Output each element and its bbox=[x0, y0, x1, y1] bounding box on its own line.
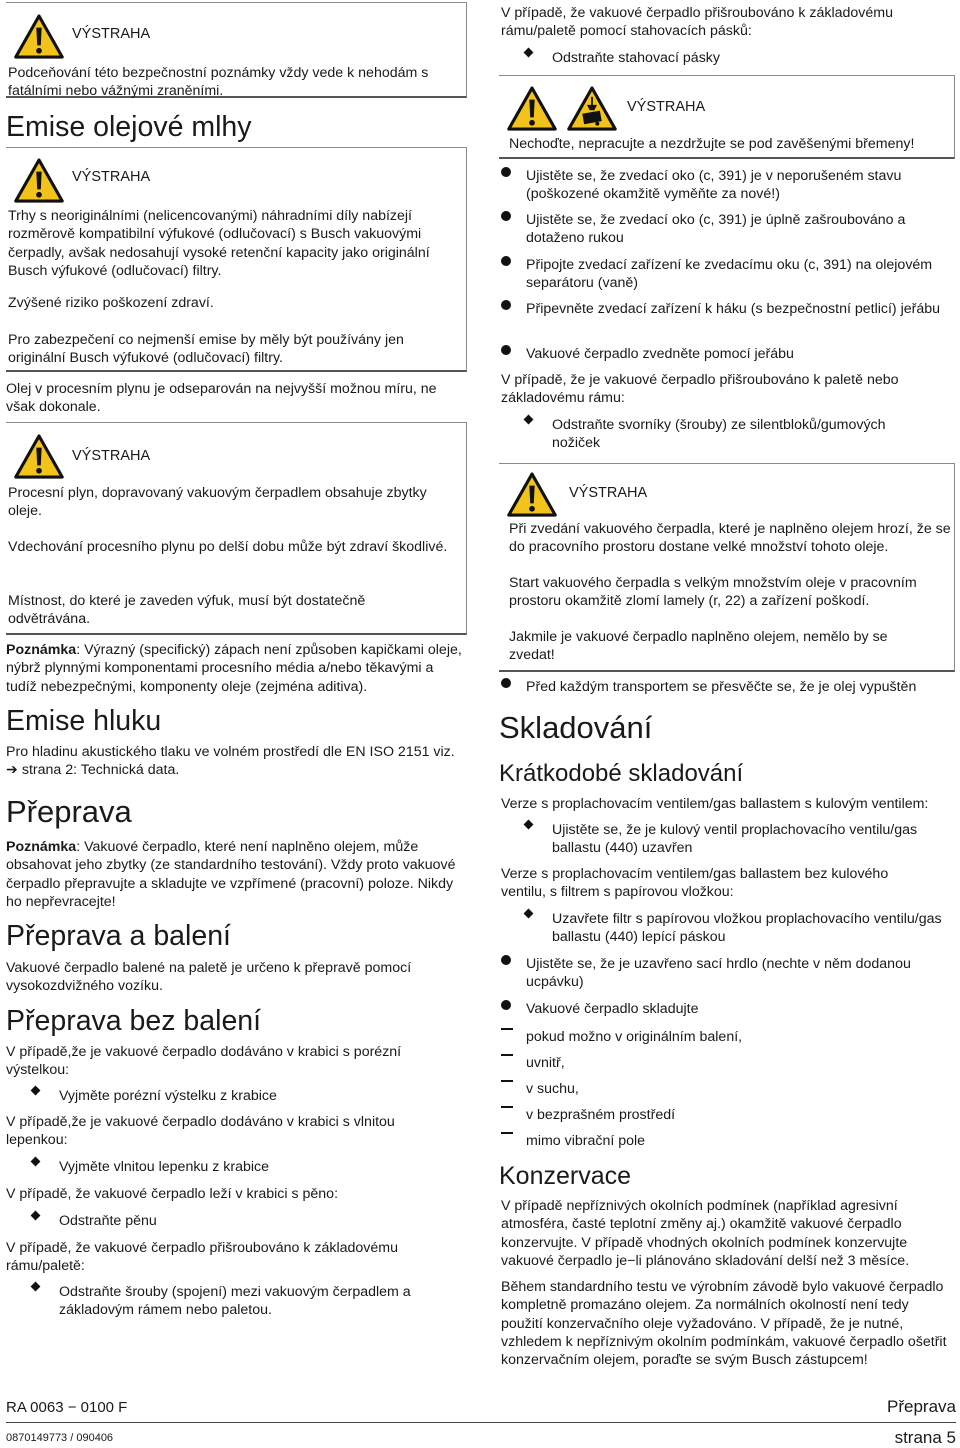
list-item: mimo vibrační pole bbox=[499, 1132, 949, 1150]
footer-page-number: strana 5 bbox=[894, 1428, 956, 1447]
paragraph: Verze s proplachovacím ventilem/gas ballastem s kulovým ventilem: bbox=[501, 796, 929, 812]
list-item: Odstraňte pěnu bbox=[34, 1212, 454, 1230]
paragraph: V případě, že vakuové čerpadlo přišroubováno k základovému rámu/paletě pomocí stahovacích pásků: bbox=[501, 5, 893, 40]
bullet-dot-icon bbox=[501, 678, 511, 688]
list-item: Vakuové čerpadlo skladujte bbox=[499, 1000, 949, 1018]
paragraph: Olej v procesním plynu je odseparován na nejvyšší možnou míru, ne však dokonale. bbox=[6, 381, 437, 416]
section-heading: Přeprava bez balení bbox=[6, 1005, 262, 1037]
warning-text: Pro zabezpečení co nejmenší emise by měly být používány jen originální Busch výfukové (odlučovací) filtry. bbox=[8, 332, 404, 367]
list-item: Odstraňte šrouby (spojení) mezi vakuovým čerpadlem a základovým rámem nebo paletou. bbox=[34, 1283, 449, 1320]
list-item: Připevněte zvedací zařízení k háku (s bezpečnostní petlicí) jeřábu bbox=[499, 300, 949, 318]
warning-triangle-icon bbox=[14, 14, 64, 59]
paragraph: Pro hladinu akustického tlaku ve volném prostředí dle EN ISO 2151 viz. ➔ strana 2: Technická data. bbox=[6, 744, 455, 779]
list-item: Odstraňte svorníky (šrouby) ze silentbloků/gumových nožiček bbox=[527, 416, 937, 453]
note-paragraph bbox=[6, 641, 468, 696]
paragraph: V případě nepříznivých okolních podmínek (například agresivní atmosféra, časté teplotní změny aj.) okamžitě vakuové čerpadlo konzervujte. V případě vhodných okolních podmínek konzervujte vakuové čerpadlo je−li plánováno skladování delší než 3 měsíce. bbox=[501, 1198, 910, 1269]
section-heading: Emise olejové mlhy bbox=[6, 111, 252, 143]
paragraph: Vakuové čerpadlo balené na paletě je určeno k přepravě pomocí vysokozdvižného vozíku. bbox=[6, 960, 412, 995]
warning-label: VÝSTRAHA bbox=[569, 485, 648, 501]
bullet-dot-icon bbox=[501, 300, 511, 310]
list-item: Vyjměte porézní výstelku z krabice bbox=[34, 1087, 454, 1105]
warning-text: Start vakuového čerpadla s velkým množstvím oleje v pracovním prostoru okamžitě zlomí lamely (r, 22) a zařízení poškodí. bbox=[509, 575, 917, 610]
section-heading: Emise hluku bbox=[6, 705, 162, 737]
footer-doc-number: RA 0063 − 0100 F bbox=[6, 1399, 128, 1416]
bullet-dash-icon bbox=[501, 1080, 513, 1082]
warning-label: VÝSTRAHA bbox=[627, 99, 706, 115]
paragraph: V případě, že je vakuové čerpadlo přišroubováno k paletě nebo základovému rámu: bbox=[501, 372, 899, 407]
warning-triangle-icon bbox=[14, 434, 64, 479]
warning-text: Vdechování procesního plynu po delší dobu může být zdraví škodlivé. bbox=[8, 539, 448, 555]
warning-label: VÝSTRAHA bbox=[72, 169, 151, 185]
footer-divider bbox=[6, 1422, 956, 1423]
bullet-dot-icon bbox=[501, 1000, 511, 1010]
section-heading: Přeprava a balení bbox=[6, 920, 231, 952]
warning-triangle-icon bbox=[507, 86, 557, 131]
warning-text: Jakmile je vakuové čerpadlo naplněno olejem, nemělo by se zvedat! bbox=[509, 629, 888, 664]
section-heading: Skladování bbox=[499, 710, 653, 745]
page-reference: strana 2: Technická data. bbox=[21, 762, 180, 779]
paragraph: Během standardního testu ve výrobním závodě bylo vakuové čerpadlo kompletně promazáno olejem. Za normálních okolností není tedy použití konzervačního oleje vyžadováno. V případě, že je nutné, vzhledem k nepříznivým okolním podmínkám, vakuové čerpadlo ošetřit konzervačním olejem, poraďte se svým Busch zástupcem! bbox=[501, 1279, 947, 1369]
bullet-dot-icon bbox=[501, 256, 511, 266]
section-heading: Přeprava bbox=[6, 794, 132, 829]
bullet-dot-icon bbox=[501, 167, 511, 177]
list-item: Vakuové čerpadlo zvedněte pomocí jeřábu bbox=[499, 345, 949, 363]
bullet-dash-icon bbox=[501, 1028, 513, 1030]
note-paragraph: Poznámka: Vakuové čerpadlo, které není naplněno olejem, může obsahovat jeho zbytky (ze standardního testování). Vždy proto vakuové čerpadlo přepravujte a skladujte ve vzpřímené (pracovní) poloze. Nikdy ho nepřevracejte! bbox=[6, 839, 456, 910]
section-heading: Konzervace bbox=[499, 1162, 632, 1190]
footer-section-name: Přeprava bbox=[887, 1397, 956, 1416]
bullet-dot-icon bbox=[501, 955, 511, 965]
list-item: Uzavřete filtr s papírovou vložkou proplachovacího ventilu/gas ballastu (440) lepící páskou bbox=[527, 910, 947, 947]
list-item: Před každým transportem se přesvěčte se, že je olej vypuštěn bbox=[499, 678, 949, 696]
note-text: : Výrazný (specifický) zápach není způsoben kapičkami oleje, nýbrž plynnými komponentami procesního média a/nebo těkavými a tudíž nebezpečnými, komponenty oleje (zejména aditiva). bbox=[6, 642, 462, 695]
arrow-icon: ➔ bbox=[6, 762, 18, 779]
list-item: Odstraňte stahovací pásky bbox=[527, 49, 947, 67]
warning-text: Trhy s neoriginálními (nelicencovanými) náhradními díly nabízejí rozměrově kompatibilní výfukové (odlučovací) s Busch vakuovými čerpadly, avšak nedosahují vysoké retenční kapacity jako originální Busch výfukové (odlučovací) filtry. bbox=[8, 208, 430, 279]
list-item: uvnitř, bbox=[499, 1054, 949, 1072]
paragraph: Verze s proplachovacím ventilem/gas ballastem bez kulového ventilu, s filtrem s papírovou vložkou: bbox=[501, 866, 889, 901]
list-item: Ujistěte se, že je uzavřeno sací hrdlo (nechte v něm dodanou ucpávku) bbox=[499, 955, 949, 992]
warning-text: Podceňování této bezpečnostní poznámky vždy vede k nehodám s fatálními nebo vážnými zraněními. bbox=[8, 65, 429, 100]
list-item: v bezprašném prostředí bbox=[499, 1106, 949, 1124]
list-item: v suchu, bbox=[499, 1080, 949, 1098]
warning-triangle-icon bbox=[14, 158, 64, 203]
bullet-dash-icon bbox=[501, 1054, 513, 1056]
list-item: Ujistěte se, že zvedací oko (c, 391) je v neporušeném stavu (poškozené okamžitě vyměňte za nové!) bbox=[499, 167, 949, 204]
paragraph: V případě, že vakuové čerpadlo přišroubováno k základovému rámu/paletě: bbox=[6, 1240, 398, 1275]
bullet-dash-icon bbox=[501, 1132, 513, 1134]
suspended-load-icon bbox=[567, 86, 617, 131]
list-item: Ujistěte se, že je kulový ventil proplachovacího ventilu/gas ballastu (440) uzavřen bbox=[527, 821, 947, 858]
paragraph: V případě,že je vakuové čerpadlo dodáváno v krabici s porézní výstelkou: bbox=[6, 1044, 402, 1079]
paragraph: V případě, že vakuové čerpadlo leží v krabici s pěno: bbox=[6, 1186, 339, 1202]
warning-label: VÝSTRAHA bbox=[72, 26, 151, 42]
paragraph: V případě,že je vakuové čerpadlo dodáváno v krabici s vlnitou lepenkou: bbox=[6, 1114, 395, 1149]
list-item: Vyjměte vlnitou lepenku z krabice bbox=[34, 1158, 454, 1176]
subsection-heading: Krátkodobé skladování bbox=[499, 760, 744, 787]
footer-code: 0870149773 / 090406 bbox=[6, 1432, 114, 1444]
warning-text: Nechoďte, nepracujte a nezdržujte se pod zavěšenými břemeny! bbox=[509, 136, 915, 152]
warning-text: Při zvedání vakuového čerpadla, které je naplněno olejem hrozí, že se do pracovního prostoru dostane velké množství tohoto oleje. bbox=[509, 521, 951, 556]
warning-text: Zvýšené riziko poškození zdraví. bbox=[8, 295, 214, 311]
bullet-dot-icon bbox=[501, 211, 511, 221]
list-item: Ujistěte se, že zvedací oko (c, 391) je úplně zašroubováno a dotaženo rukou bbox=[499, 211, 949, 248]
warning-text: Procesní plyn, dopravovaný vakuovým čerpadlem obsahuje zbytky oleje. bbox=[8, 485, 427, 520]
list-item: pokud možno v originálním balení, bbox=[499, 1028, 949, 1046]
warning-triangle-icon bbox=[507, 472, 557, 517]
bullet-dash-icon bbox=[501, 1106, 513, 1108]
warning-text: Místnost, do které je zaveden výfuk, musí být dostatečně odvětrávána. bbox=[8, 593, 366, 628]
note-label: Poznámka bbox=[6, 642, 77, 658]
bullet-dot-icon bbox=[501, 345, 511, 355]
list-item: Připojte zvedací zařízení ke zvedacímu oku (c, 391) na olejovém separátoru (vaně) bbox=[499, 256, 949, 293]
warning-label: VÝSTRAHA bbox=[72, 448, 151, 464]
